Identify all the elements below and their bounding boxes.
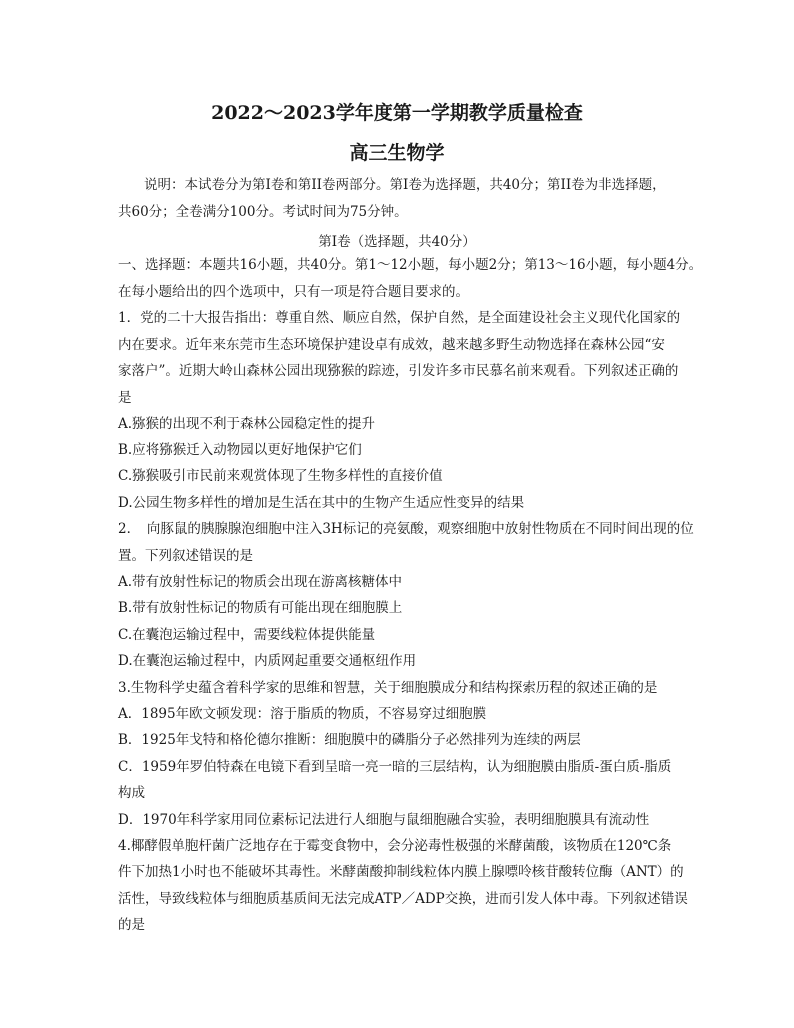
question-3-option-c-cont: 构成: [118, 785, 145, 801]
question-2-stem-2: 置。下列叙述错误的是: [118, 548, 253, 564]
question-3-stem-1: 3.生物科学史蕴含着科学家的思维和智慧，关于细胞膜成分和结构探索历程的叙述正确的是: [118, 680, 658, 696]
exam-title: 2022～2023学年度第一学期教学质量检查: [211, 102, 583, 124]
question-2-option-c: C.在囊泡运输过程中，需要线粒体提供能量: [118, 627, 376, 643]
exam-subject: 高三生物学: [349, 142, 445, 164]
question-2-option-b: B.带有放射性标记的物质有可能出现在细胞膜上: [118, 600, 403, 616]
instructions-line-2: 共60分；全卷满分100分。考试时间为75分钟。: [118, 204, 408, 220]
instructions-line-1: 说明：本试卷分为第I卷和第II卷两部分。第I卷为选择题，共40分；第II卷为非选择题，: [144, 177, 666, 193]
question-4-stem-2: 件下加热1小时也不能破坏其毒性。米酵菌酸抑制线粒体内膜上腺嘌呤核苷酸转位酶（ANT）的: [118, 864, 684, 880]
question-4-stem-4: 的是: [118, 917, 145, 933]
part-intro-line-2: 在每小题给出的四个选项中，只有一项是符合题目要求的。: [118, 284, 469, 300]
section-title: 第I卷（选择题，共40分）: [318, 234, 476, 250]
question-1-option-c: C.猕猴吸引市民前来观赏体现了生物多样性的直接价值: [118, 468, 443, 484]
question-4-stem-3: 活性，导致线粒体与细胞质基质间无法完成ATP／ADP交换，进而引发人体中毒。下列叙述错误: [118, 891, 688, 907]
question-1-option-a: A.猕猴的出现不利于森林公园稳定性的提升: [118, 416, 376, 432]
question-1-option-b: B.应将猕猴迁入动物园以更好地保护它们: [118, 442, 362, 458]
question-2-option-a: A.带有放射性标记的物质会出现在游离核糖体中: [118, 574, 403, 590]
question-2-stem-1: 2． 向豚鼠的胰腺腺泡细胞中注入3H标记的亮氨酸，观察细胞中放射性物质在不同时间出现的位: [118, 521, 694, 537]
question-4-stem-1: 4.椰酵假单胞杆菌广泛地存在于霉变食物中，会分泌毒性极强的米酵菌酸，该物质在120℃条: [118, 838, 672, 854]
question-1-stem-1: 1．党的二十大报告指出：尊重自然、顺应自然，保护自然，是全面建设社会主义现代化国家的: [118, 310, 681, 326]
question-3-option-a: A．1895年欧文顿发现：溶于脂质的物质，不容易穿过细胞膜: [118, 706, 487, 722]
question-1-stem-3: 家落户”。近期大岭山森林公园出现猕猴的踪迹，引发许多市民慕名前来观看。下列叙述正确的: [118, 363, 679, 379]
question-3-option-d: D．1970年科学家用同位素标记法进行人细胞与鼠细胞融合实验，表明细胞膜具有流动性: [118, 812, 650, 828]
question-2-option-d: D.在囊泡运输过程中，内质网起重要交通枢纽作用: [118, 653, 417, 669]
question-1-stem-2: 内在要求。近年来东莞市生态环境保护建设卓有成效，越来越多野生动物选择在森林公园“安: [118, 337, 665, 353]
part-intro-line-1: 一、选择题：本题共16小题，共40分。第1～12小题，每小题2分；第13～16小题，每小题4分。: [118, 257, 703, 273]
question-1-stem-4: 是: [118, 390, 132, 406]
question-1-option-d: D.公园生物多样性的增加是生活在其中的生物产生适应性变异的结果: [118, 495, 525, 511]
question-3-option-b: B．1925年戈特和格伦德尔推断：细胞膜中的磷脂分子必然排列为连续的两层: [118, 732, 581, 748]
question-3-option-c: C．1959年罗伯特森在电镜下看到呈暗一亮一暗的三层结构，认为细胞膜由脂质-蛋白质-脂质: [118, 759, 672, 775]
